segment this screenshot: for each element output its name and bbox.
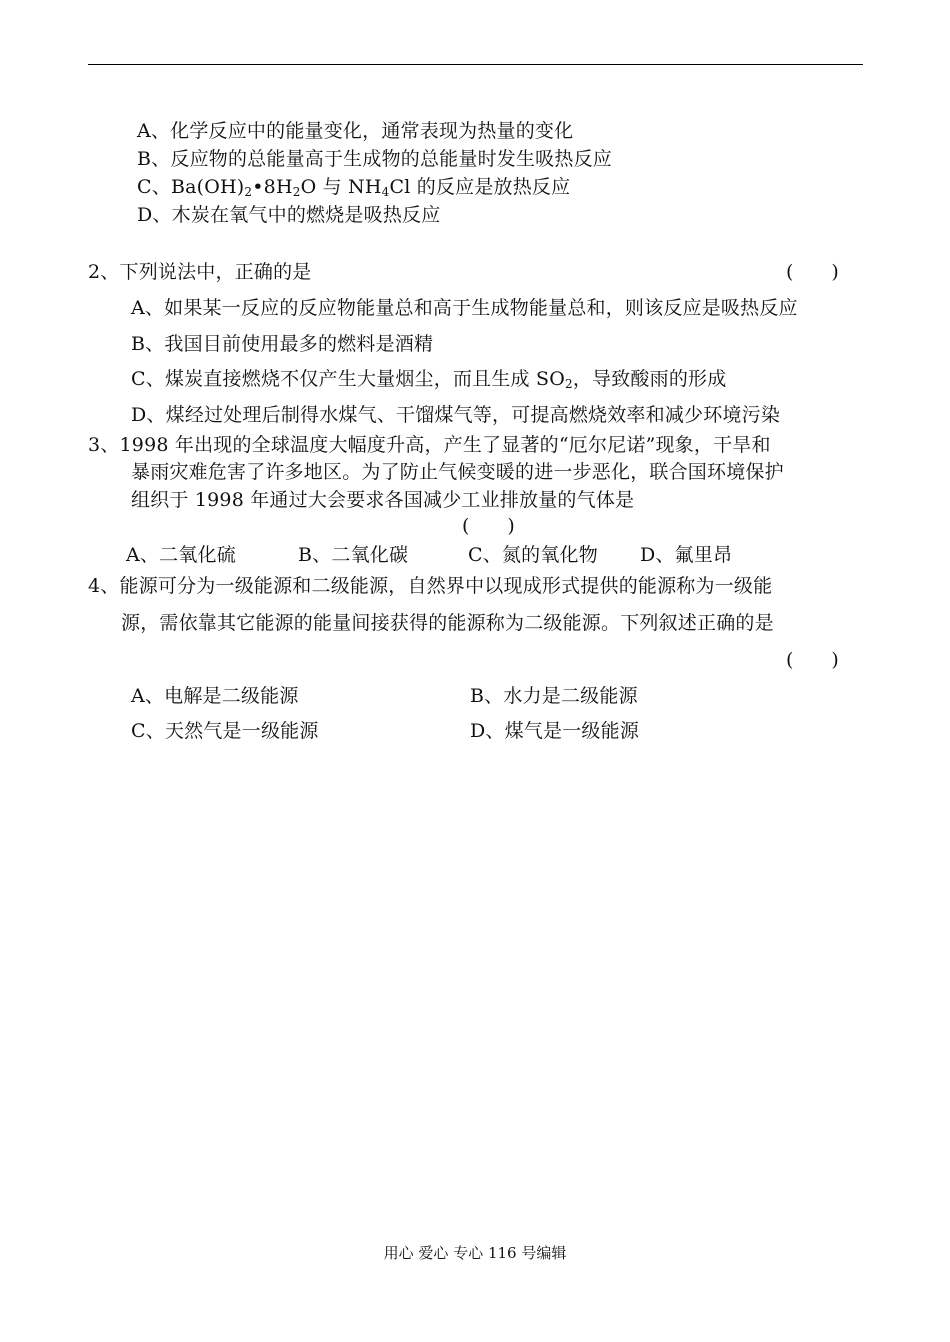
q3-option-b: B、二氧化碳 [298, 544, 409, 566]
q4-option-b: B、水力是二级能源 [470, 685, 638, 707]
q2-option-b: B、我国目前使用最多的燃料是酒精 [131, 333, 434, 355]
q2-stem: 2、下列说法中，正确的是 [88, 261, 312, 283]
q3-option-c: C、氮的氧化物 [468, 544, 598, 566]
header-rule [88, 64, 863, 65]
q4-answer-blank: ( ) [786, 649, 839, 671]
q1-option-d: D、木炭在氧气中的燃烧是吸热反应 [137, 204, 441, 226]
q3-option-d: D、氟里昂 [640, 544, 733, 566]
q1-option-a: A、化学反应中的能量变化，通常表现为热量的变化 [137, 120, 574, 142]
q3-option-a: A、二氧化硫 [126, 544, 236, 566]
q2-option-a: A、如果某一反应的反应物能量总和高于生成物能量总和，则该反应是吸热反应 [131, 297, 798, 319]
q1-option-c: C、$Ba(OH)_2•8H_2O$ 与 $NH_4Cl$ 的反应是放热反应 [137, 176, 571, 199]
page-footer: 用心 爱心 专心 116 号编辑 [383, 1244, 567, 1262]
q3-stem-line-3: 组织于 1998 年通过大会要求各国减少工业排放量的气体是 [131, 489, 635, 511]
q3-stem-line-2: 暴雨灾难危害了许多地区。为了防止气候变暖的进一步恶化，联合国环境保护 [131, 461, 784, 483]
q4-stem-line-1: 4、能源可分为一级能源和二级能源，自然界中以现成形式提供的能源称为一级能 [88, 575, 773, 597]
q4-option-d: D、煤气是一级能源 [470, 720, 640, 742]
q2-answer-blank: ( ) [786, 261, 839, 283]
q2-option-d: D、煤经过处理后制得水煤气、干馏煤气等，可提高燃烧效率和减少环境污染 [131, 404, 781, 426]
q1-option-b: B、反应物的总能量高于生成物的总能量时发生吸热反应 [137, 148, 612, 170]
q4-option-a: A、电解是二级能源 [131, 685, 299, 707]
q3-stem-line-1: 3、1998 年出现的全球温度大幅度升高，产生了显著的“厄尔尼诺”现象，干旱和 [88, 434, 771, 456]
q4-option-c: C、天然气是一级能源 [131, 720, 319, 742]
q4-stem-line-2: 源，需依靠其它能源的能量间接获得的能源称为二级能源。下列叙述正确的是 [121, 612, 774, 634]
q3-answer-blank: ( ) [462, 515, 515, 537]
q2-option-c: C、煤炭直接燃烧不仅产生大量烟尘，而且生成 $SO_2$，导致酸雨的形成 [131, 368, 727, 391]
